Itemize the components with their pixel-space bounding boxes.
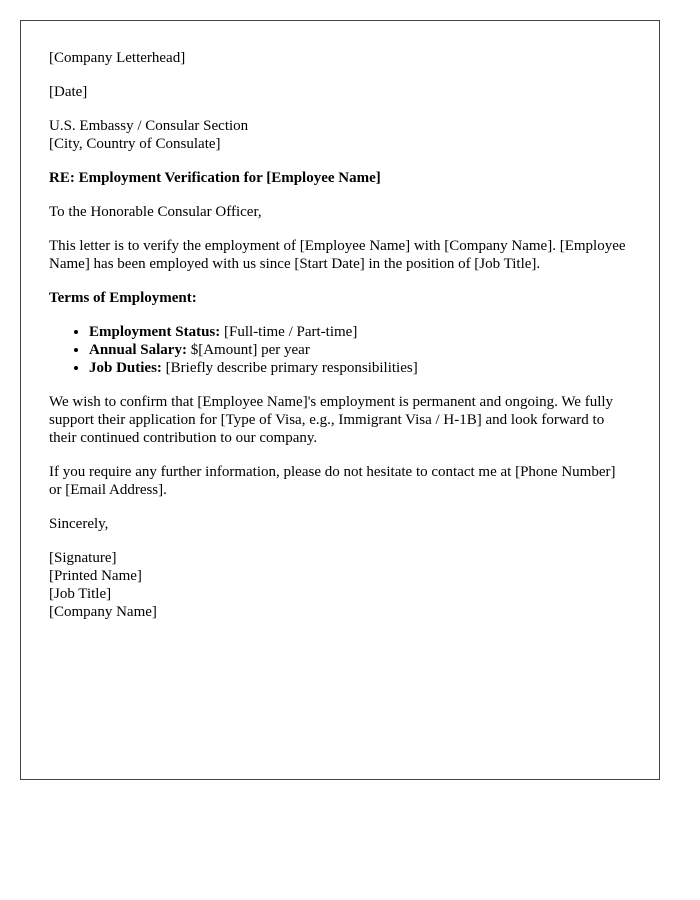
letter-page (20, 20, 660, 780)
terms-item-value: $[Amount] per year (186, 342, 310, 358)
terms-item-annual-salary (89, 341, 631, 359)
terms-item-label: Job Duties: (89, 360, 162, 376)
terms-item-job-duties (89, 359, 631, 377)
signer-company-name: [Company Name] (49, 604, 157, 620)
terms-item-employment-status (89, 323, 631, 341)
recipient-address (49, 117, 631, 153)
intro-paragraph: This letter is to verify the employment of [Employee Name] with [Company Name]. [Employee Name] has been employed with us since [Start Date] in the position of [Job Title]. (49, 238, 626, 272)
company-letterhead: [Company Letterhead] (49, 50, 186, 66)
letter-date: [Date] (49, 84, 88, 100)
terms-list (49, 323, 631, 377)
signature-placeholder: [Signature] (49, 550, 117, 566)
printed-name: [Printed Name] (49, 568, 142, 584)
contact-paragraph: If you require any further information, please do not hesitate to contact me at [Phone Number] or [Email Address]. (49, 464, 616, 498)
subject-line: RE: Employment Verification for [Employee Name] (49, 170, 381, 186)
terms-heading: Terms of Employment: (49, 290, 197, 306)
terms-item-label: Annual Salary: (89, 342, 187, 358)
recipient-line-1: U.S. Embassy / Consular Section (49, 118, 249, 134)
salutation: To the Honorable Consular Officer, (49, 204, 262, 220)
confirmation-paragraph: We wish to confirm that [Employee Name]'s employment is permanent and ongoing. We fully support their application for [Type of Visa, e.g., Immigrant Visa / H-1B] and look forward to their continued contribution to our company. (49, 394, 614, 446)
terms-item-value: [Briefly describe primary responsibilities] (161, 360, 418, 376)
closing: Sincerely, (49, 516, 109, 532)
terms-item-value: [Full-time / Part-time] (220, 324, 358, 340)
recipient-line-2: [City, Country of Consulate] (49, 136, 221, 152)
terms-item-label: Employment Status: (89, 324, 221, 340)
signer-job-title: [Job Title] (49, 586, 112, 602)
signature-block (49, 549, 631, 621)
